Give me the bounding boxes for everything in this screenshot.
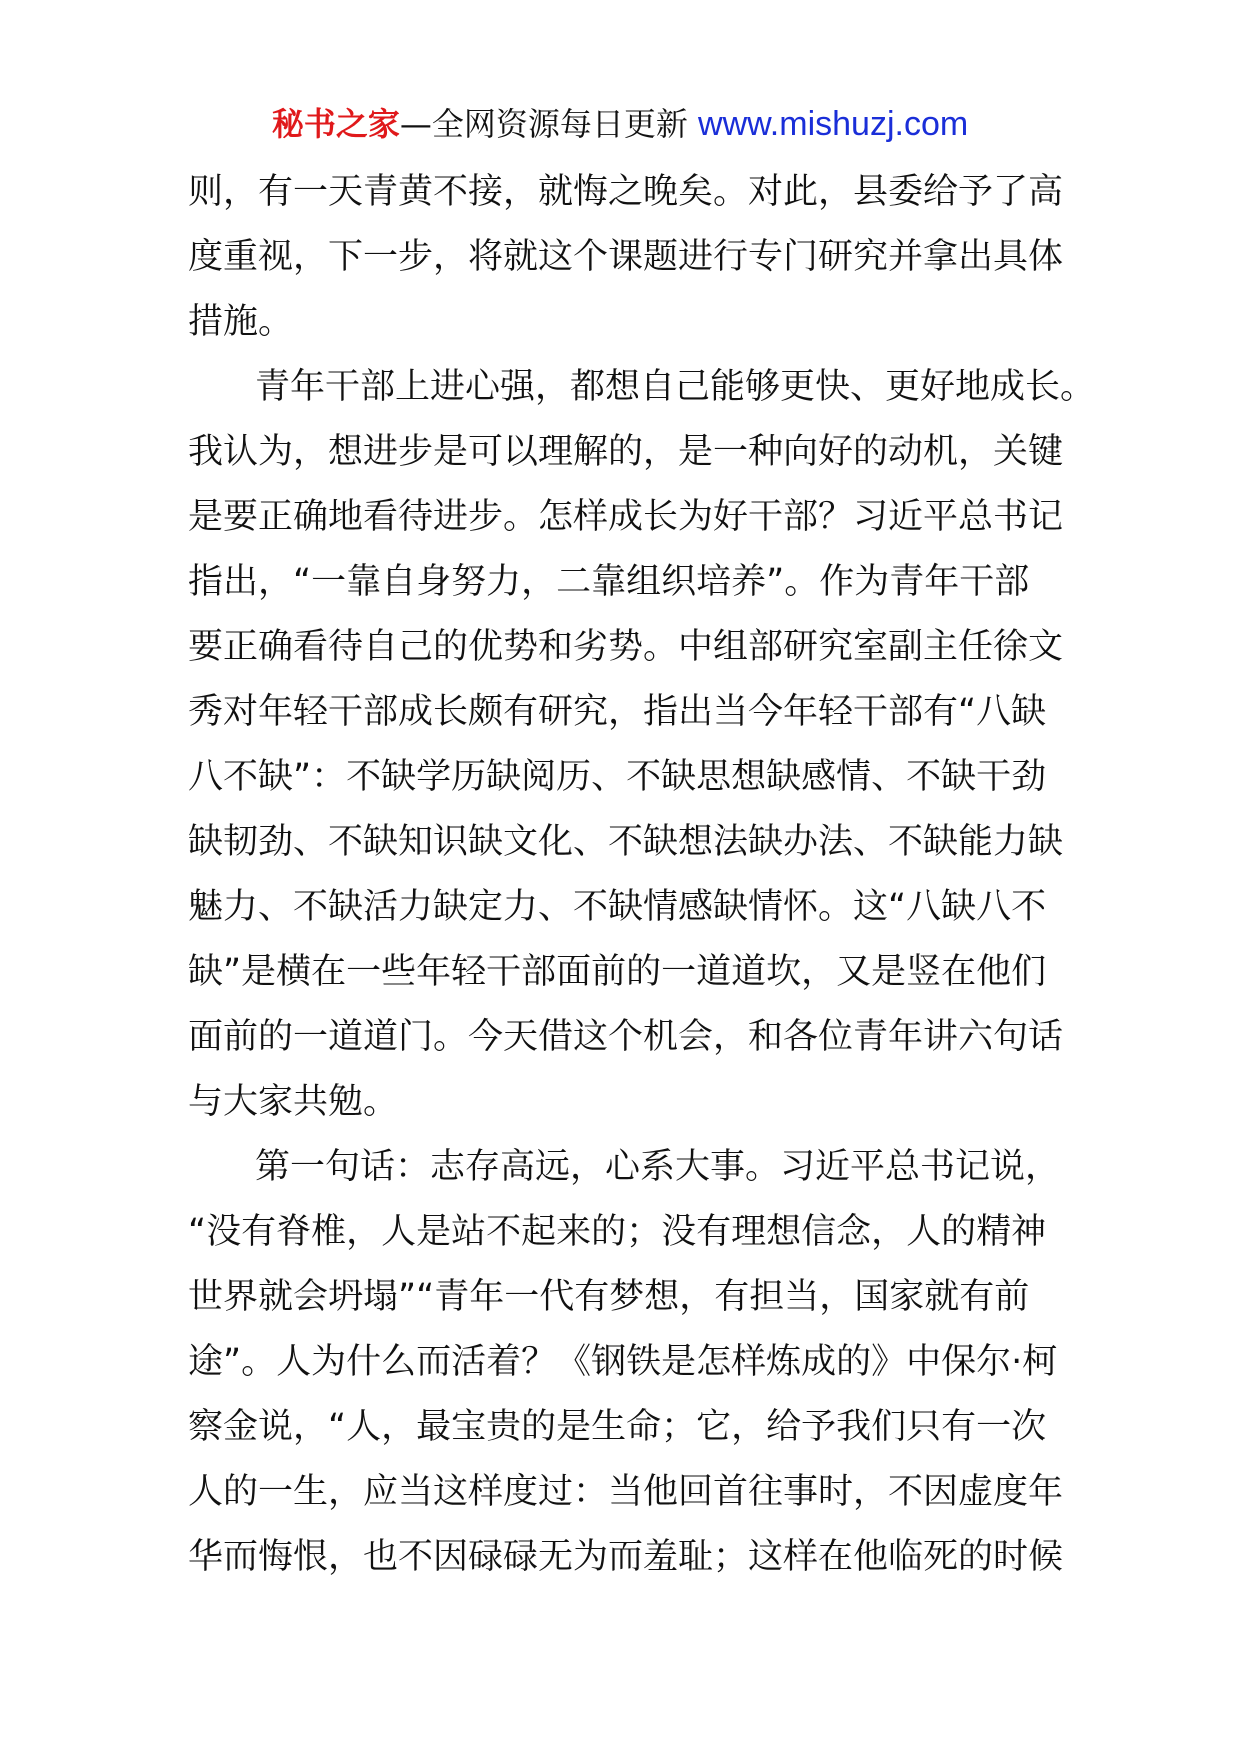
text-line: 是要正确地看待进步。怎样成长为好干部？习近平总书记 <box>188 497 1064 537</box>
text-line: 人的一生，应当这样度过：当他回首往事时，不因虚度年 <box>188 1472 1064 1512</box>
text-line: 途”。人为什么而活着？《钢铁是怎样炼成的》中保尔·柯 <box>188 1342 1058 1382</box>
website-link[interactable]: www.mishuzj.com <box>698 105 969 143</box>
document-body <box>188 160 1096 1590</box>
text-line: 魅力、不缺活力缺定力、不缺情感缺情怀。这“八缺八不 <box>188 887 1047 927</box>
text-line: 华而悔恨，也不因碌碌无为而羞耻；这样在他临死的时候 <box>188 1537 1064 1577</box>
text-line: 措施。 <box>188 302 294 342</box>
text-line: 秀对年轻干部成长颇有研究，指出当今年轻干部有“八缺 <box>188 692 1047 732</box>
text-line: “没有脊椎，人是站不起来的；没有理想信念，人的精神 <box>188 1212 1047 1252</box>
text-line: 则，有一天青黄不接，就悔之晚矣。对此，县委给予了高 <box>188 172 1064 212</box>
text-line: 面前的一道道门。今天借这个机会，和各位青年讲六句话 <box>188 1017 1064 1057</box>
text-line: 八不缺”：不缺学历缺阅历、不缺思想缺感情、不缺干劲 <box>188 757 1047 797</box>
brand-name: 秘书之家 <box>271 105 400 143</box>
text-line: 世界就会坍塌”“青年一代有梦想，有担当，国家就有前 <box>188 1277 1030 1317</box>
text-line: 度重视，下一步，将就这个课题进行专门研究并拿出具体 <box>188 237 1064 277</box>
text-line: 指出，“一靠自身努力，二靠组织培养”。作为青年干部 <box>188 562 1030 602</box>
text-line: 察金说，“人，最宝贵的是生命；它，给予我们只有一次 <box>188 1407 1047 1447</box>
text-line: 我认为，想进步是可以理解的，是一种向好的动机，关键 <box>188 432 1064 472</box>
header-tagline: —全网资源每日更新 <box>399 105 699 143</box>
paragraph-start-line: 第一句话：志存高远，心系大事。习近平总书记说， <box>255 1147 1061 1187</box>
text-line: 缺”是横在一些年轻干部面前的一道道坎，又是竖在他们 <box>188 952 1047 992</box>
text-line: 缺韧劲、不缺知识缺文化、不缺想法缺办法、不缺能力缺 <box>188 822 1064 862</box>
page-header <box>0 104 1240 144</box>
paragraph-start-line: 青年干部上进心强，都想自己能够更快、更好地成长。 <box>255 367 1096 407</box>
text-line: 与大家共勉。 <box>188 1082 399 1122</box>
text-line: 要正确看待自己的优势和劣势。中组部研究室副主任徐文 <box>188 627 1064 667</box>
